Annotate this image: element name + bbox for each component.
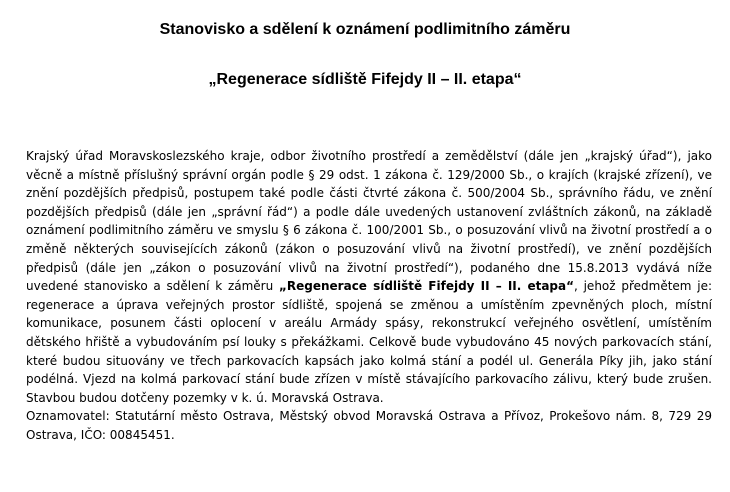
paragraph-intro: Krajský úřad Moravskoslezského kraje, odbor životního prostředí a zemědělství (dále jen „krajský úřad“), jako věcně a místně příslušný správní orgán podle § 29 odst. 1 zákona č. 129/2000 Sb., o krajích (krajské zřízení), ve znění pozdějších předpisů, postupem také podle části čtvrté zákona č. 500/2004 Sb., správního řádu, ve znění pozdějších předpisů (dále jen „správní řád“) a podle dále uvedených ustanovení zvláštních zákonů, na základě oznámení podlimitního záměru ve smyslu § 6 zákona č. 100/2001 Sb., o posuzování vlivů na životní prostředí a o změně některých souvisejících zákonů (zákon o posuzování vlivů na životní prostředí), ve znění pozdějších předpisů (dále jen „zákon o posuzování vlivů na životní prostředí“), podaného dne 15.8.2013 vydává níže uvedené stanovisko a sdělení k záměru <box>26 149 712 294</box>
main-paragraph <box>26 147 712 407</box>
project-name: „Regenerace sídliště Fifejdy II – II. etapa“ <box>279 279 575 294</box>
document-subtitle: „Regenerace sídliště Fifejdy II – II. etapa“ <box>208 71 522 88</box>
document-title: Stanovisko a sdělení k oznámení podlimitního záměru <box>159 21 571 38</box>
notifier-paragraph: Oznamovatel: Statutární město Ostrava, Městský obvod Moravská Ostrava a Přívoz, Prokešovo nám. 8, 729 29 Ostrava, IČO: 00845451. <box>26 409 712 442</box>
paragraph-description: , jehož předmětem je: regenerace a úprava veřejných prostor sídliště, spojená se změnou a umístěním zpevněných ploch, místní komunikace, posunem části oplocení v areálu Armády spásy, rekonstrukcí veřejného osvětlení, umístěním dětského hřiště a vybudováním psí louky s překážkami. Celkově bude vybudováno 45 nových parkovacích stání, které budou situovány ve třech parkovacích kapsách jako kolmá stání a podél ul. Generála Píky jih, jako stání podélná. Vjezd na kolmá parkovací stání bude zřízen v místě stávajícího parkovacího zálivu, který bude zrušen. Stavbou budou dotčeny pozemky v k. ú. Moravská Ostrava. <box>26 279 713 405</box>
document-body <box>26 147 712 445</box>
